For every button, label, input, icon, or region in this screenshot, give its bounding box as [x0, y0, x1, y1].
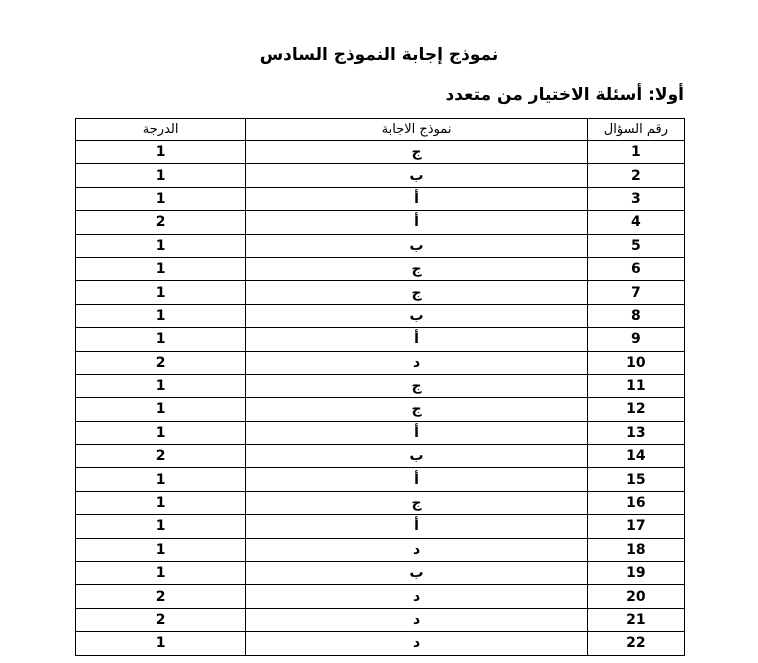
answer-cell: ج [246, 257, 588, 280]
answer-cell: ب [246, 304, 588, 327]
question-number-cell: 5 [587, 234, 684, 257]
score-cell: 2 [76, 608, 246, 631]
score-cell: 1 [76, 164, 246, 187]
table-row [76, 328, 685, 351]
table-row [76, 281, 685, 304]
answer-cell: ج [246, 281, 588, 304]
score-cell: 1 [76, 187, 246, 210]
table-row [76, 468, 685, 491]
score-cell: 2 [76, 211, 246, 234]
score-cell: 1 [76, 468, 246, 491]
answer-cell: أ [246, 187, 588, 210]
document-title: نموذج إجابة النموذج السادس [259, 45, 499, 65]
score-cell: 1 [76, 421, 246, 444]
score-cell: 1 [76, 304, 246, 327]
question-number-cell: 3 [587, 187, 684, 210]
question-number-cell: 16 [587, 491, 684, 514]
table-row [76, 585, 685, 608]
answer-cell: أ [246, 515, 588, 538]
answer-cell: د [246, 585, 588, 608]
answer-cell: د [246, 538, 588, 561]
answer-cell: د [246, 351, 588, 374]
question-number-cell: 19 [587, 562, 684, 585]
score-cell: 1 [76, 141, 246, 164]
question-number-cell: 10 [587, 351, 684, 374]
score-cell: 2 [76, 585, 246, 608]
question-number-cell: 22 [587, 632, 684, 655]
answer-cell: ب [246, 445, 588, 468]
table-row [76, 491, 685, 514]
table-row [76, 304, 685, 327]
score-cell: 1 [76, 234, 246, 257]
question-number-cell: 2 [587, 164, 684, 187]
question-number-cell: 20 [587, 585, 684, 608]
question-number-cell: 6 [587, 257, 684, 280]
score-cell: 1 [76, 281, 246, 304]
answer-cell: ج [246, 491, 588, 514]
score-cell: 1 [76, 538, 246, 561]
question-number-cell: 15 [587, 468, 684, 491]
question-number-cell: 7 [587, 281, 684, 304]
question-number-cell: 13 [587, 421, 684, 444]
table-row [76, 538, 685, 561]
question-number-cell: 1 [587, 141, 684, 164]
table-row [76, 374, 685, 397]
answer-cell: أ [246, 421, 588, 444]
answer-cell: ج [246, 398, 588, 421]
table-header-row [76, 119, 685, 141]
question-number-cell: 17 [587, 515, 684, 538]
answer-cell: ب [246, 164, 588, 187]
score-cell: 1 [76, 374, 246, 397]
table-row [76, 351, 685, 374]
question-number-cell: 14 [587, 445, 684, 468]
answer-cell: ج [246, 141, 588, 164]
score-cell: 1 [76, 515, 246, 538]
score-cell: 1 [76, 257, 246, 280]
header-score: الدرجة [76, 119, 246, 141]
score-cell: 1 [76, 398, 246, 421]
score-cell: 1 [76, 491, 246, 514]
table-row [76, 257, 685, 280]
question-number-cell: 9 [587, 328, 684, 351]
table-row [76, 515, 685, 538]
answer-cell: أ [246, 328, 588, 351]
table-row [76, 164, 685, 187]
answer-key-table [75, 118, 685, 656]
table-row [76, 445, 685, 468]
question-number-cell: 18 [587, 538, 684, 561]
score-cell: 1 [76, 632, 246, 655]
table-row [76, 398, 685, 421]
header-answer-model: نموذج الاجابة [246, 119, 588, 141]
table-row [76, 421, 685, 444]
answer-cell: د [246, 608, 588, 631]
answer-cell: ب [246, 234, 588, 257]
table-row [76, 608, 685, 631]
table-row [76, 211, 685, 234]
question-number-cell: 21 [587, 608, 684, 631]
answer-cell: أ [246, 211, 588, 234]
section-title: أولا: أسئلة الاختيار من متعدد [445, 85, 684, 105]
question-number-cell: 8 [587, 304, 684, 327]
table-row [76, 234, 685, 257]
question-number-cell: 12 [587, 398, 684, 421]
table-row [76, 632, 685, 655]
table-row [76, 141, 685, 164]
answer-cell: ج [246, 374, 588, 397]
answer-cell: د [246, 632, 588, 655]
score-cell: 2 [76, 445, 246, 468]
question-number-cell: 4 [587, 211, 684, 234]
header-question-number: رقم السؤال [587, 119, 684, 141]
answer-cell: أ [246, 468, 588, 491]
score-cell: 1 [76, 562, 246, 585]
score-cell: 2 [76, 351, 246, 374]
table-row [76, 562, 685, 585]
score-cell: 1 [76, 328, 246, 351]
question-number-cell: 11 [587, 374, 684, 397]
table-row [76, 187, 685, 210]
answer-cell: ب [246, 562, 588, 585]
